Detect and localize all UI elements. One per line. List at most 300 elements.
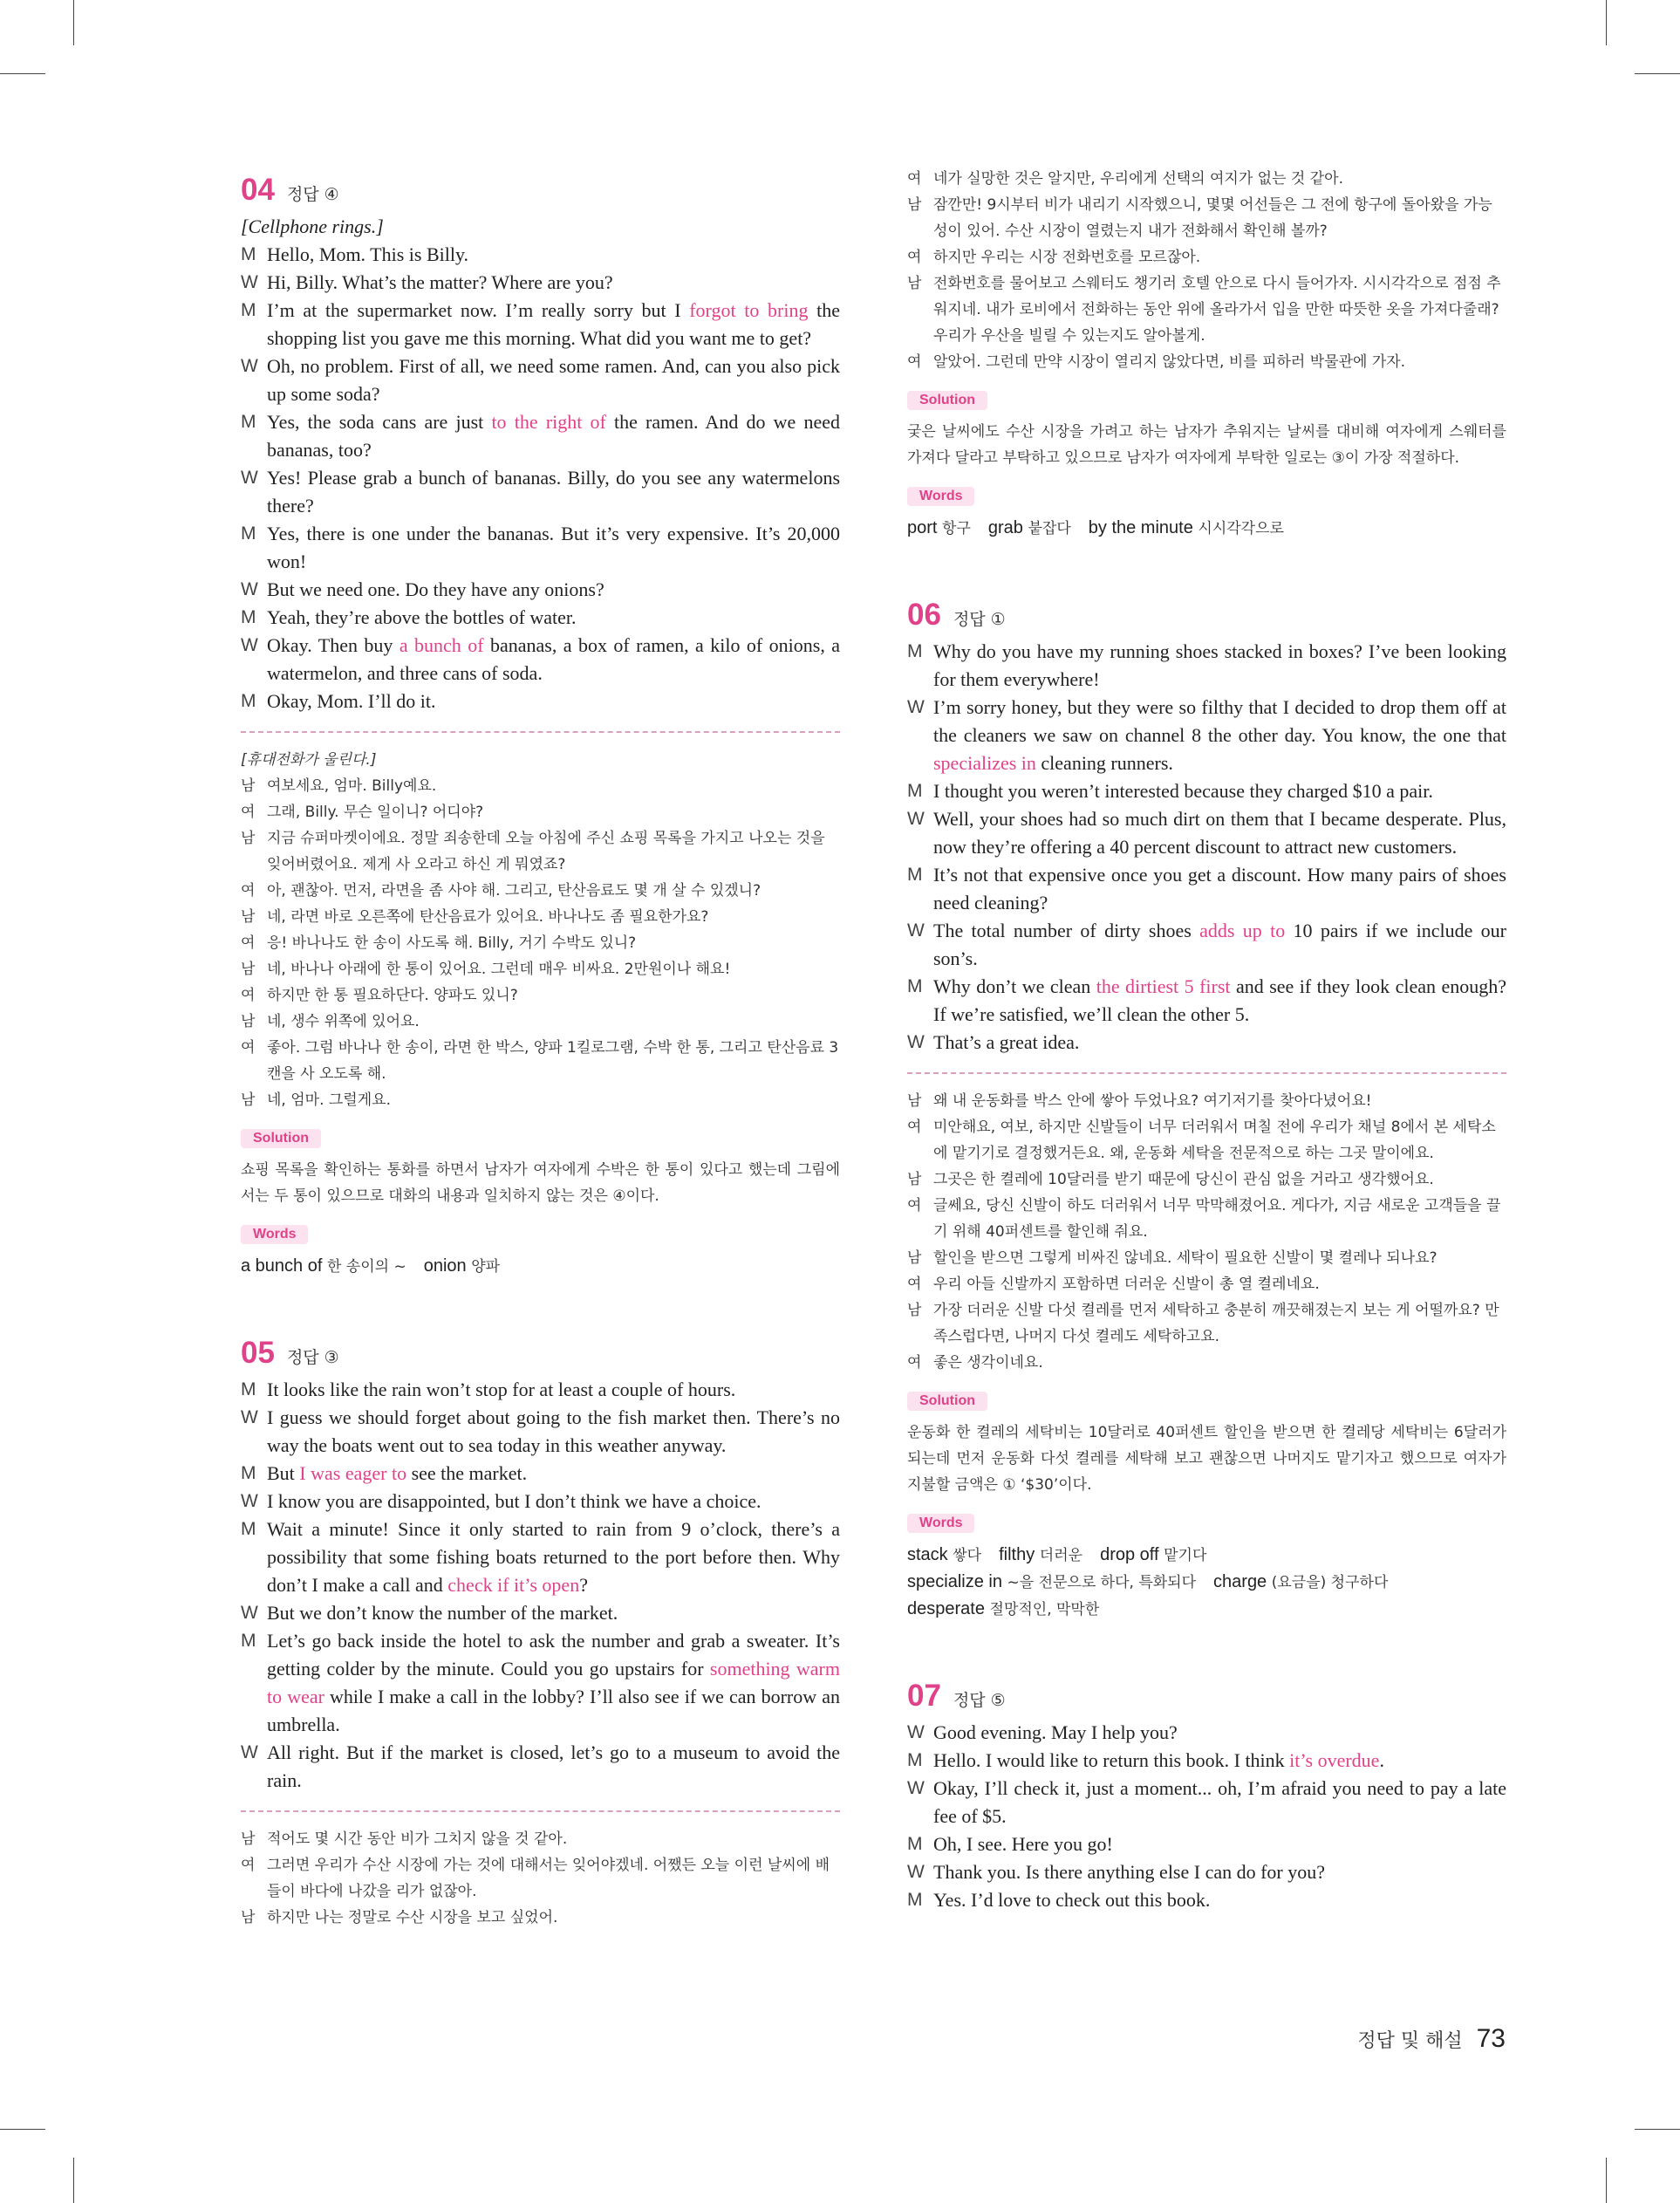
text-run: cleaning runners. xyxy=(1035,752,1173,774)
speaker-label: W xyxy=(907,1778,925,1798)
speaker-label: W xyxy=(241,1603,258,1623)
line-text: 네, 엄마. 그럴게요. xyxy=(267,1091,391,1109)
speaker-label: W xyxy=(241,1491,258,1511)
korean-translation-continued xyxy=(907,166,1506,375)
vocab-row xyxy=(907,515,1506,542)
speaker-label: W xyxy=(907,1862,925,1882)
line-text: 할인을 받으면 그렇게 비싸진 않네요. 세탁이 필요한 신발이 몇 켤레나 되나요? xyxy=(933,1249,1438,1267)
dialogue-line xyxy=(907,1747,1506,1775)
text-run: Yes, there is one under the bananas. But it’s very expensive. It’s 20,000 won! xyxy=(267,523,840,572)
text-run: the shopping list you gave me this morning. What did you want me to get? xyxy=(267,299,840,349)
speaker-label: 남 xyxy=(241,1013,256,1030)
right-column xyxy=(907,166,1506,1914)
translation-line xyxy=(907,1114,1506,1166)
question-number: 05 xyxy=(241,1336,275,1370)
text-run: Okay, Mom. I’ll do it. xyxy=(267,690,436,712)
text-run: Hello. I would like to return this book. I think xyxy=(933,1749,1290,1771)
korean-translation xyxy=(241,773,840,1113)
line-text xyxy=(267,241,840,269)
translation-line xyxy=(241,825,840,878)
translation-line xyxy=(907,1088,1506,1114)
text-run: and see if they look clean enough? If we’re satisfied, we’ll clean the other 5. xyxy=(933,975,1506,1025)
korean-translation xyxy=(241,1826,840,1931)
speaker-label: W xyxy=(907,1032,925,1052)
text-run: Okay, I’ll check it, just a moment... oh, I’m afraid you need to pay a late fee of $5. xyxy=(933,1777,1506,1827)
line-text xyxy=(933,805,1506,861)
vocab-meaning: 시시각각으로 xyxy=(1198,520,1284,537)
speaker-label: M xyxy=(907,976,923,996)
text-run: But xyxy=(267,1462,300,1484)
text-run: 10 pairs if we include our son’s. xyxy=(933,920,1506,969)
speaker-label: 여 xyxy=(907,249,922,266)
vocab-word: specialize in xyxy=(907,1572,1007,1591)
speaker-label: W xyxy=(907,697,925,717)
answer-label: 정답 ④ xyxy=(286,185,339,204)
footer-label: 정답 및 해설 xyxy=(1357,2030,1463,2052)
dialogue-line xyxy=(241,269,840,297)
line-text xyxy=(267,1488,840,1515)
dashed-divider xyxy=(241,731,840,733)
text-run: That’s a great idea. xyxy=(933,1031,1080,1053)
translation-line xyxy=(907,349,1506,375)
solution-badge: Solution xyxy=(241,1129,321,1148)
words-badge: Words xyxy=(907,1514,974,1533)
dialogue-line xyxy=(907,1858,1506,1886)
dialogue-line xyxy=(241,464,840,520)
dialogue-line xyxy=(241,1488,840,1515)
dialogue-line xyxy=(241,408,840,464)
answer-label: 정답 ① xyxy=(953,610,1006,629)
crop-mark xyxy=(0,2129,45,2130)
line-text xyxy=(267,408,840,464)
question-number: 07 xyxy=(907,1679,941,1713)
vocab-meaning: 쌓다 xyxy=(953,1547,982,1564)
vocab-meaning: 절망적인, 막막한 xyxy=(989,1601,1100,1618)
speaker-label: 여 xyxy=(241,934,256,952)
question-07-header xyxy=(907,1679,1506,1714)
text-run: Good evening. May I help you? xyxy=(933,1721,1178,1743)
line-text xyxy=(933,1029,1506,1057)
question-number: 04 xyxy=(241,173,275,207)
text-run: the ramen. And do we need bananas, too? xyxy=(267,411,841,461)
highlighted-phrase: adds up to xyxy=(1199,920,1286,941)
korean-translation xyxy=(907,1088,1506,1376)
text-run: But we need one. Do they have any onions? xyxy=(267,578,604,600)
speaker-label: W xyxy=(241,1407,258,1427)
crop-mark xyxy=(1606,0,1607,45)
line-text: 하지만 우리는 시장 전화번호를 모르잖아. xyxy=(933,249,1201,266)
vocab-row xyxy=(907,1569,1506,1596)
text-run: Okay. Then buy xyxy=(267,634,400,656)
line-text xyxy=(933,1747,1506,1775)
line-text xyxy=(267,1599,840,1627)
vocab-row xyxy=(907,1542,1506,1569)
line-text xyxy=(933,1886,1506,1914)
line-text xyxy=(933,861,1506,917)
text-run: But we don’t know the number of the market. xyxy=(267,1602,618,1624)
speaker-label: 여 xyxy=(241,1857,256,1874)
dialogue-line xyxy=(907,1886,1506,1914)
speaker-label: 남 xyxy=(241,1091,256,1109)
translation-line xyxy=(241,1826,840,1852)
speaker-label: M xyxy=(241,412,256,432)
dialogue-line xyxy=(241,1599,840,1627)
speaker-label: M xyxy=(907,781,923,801)
line-text: 잠깐만! 9시부터 비가 내리기 시작했으니, 몇몇 어선들은 그 전에 항구에 돌아왔을 가능성이 있어. 수산 시장이 열렸는지 내가 전화해서 확인해 볼까? xyxy=(933,196,1492,240)
line-text xyxy=(267,1739,840,1795)
speaker-label: M xyxy=(241,300,256,320)
text-run: Yes. I’d love to check out this book. xyxy=(933,1889,1211,1911)
dashed-divider xyxy=(907,1072,1506,1074)
question-05-header xyxy=(241,1336,840,1371)
dialogue-line xyxy=(241,520,840,576)
dialogue-line xyxy=(241,1739,840,1795)
vocab-word: onion xyxy=(406,1256,472,1276)
speaker-label: M xyxy=(907,1834,923,1854)
words-badge: Words xyxy=(241,1225,308,1244)
speaker-label: W xyxy=(907,809,925,829)
vocab-meaning: 맡기다 xyxy=(1164,1547,1207,1564)
speaker-label: 남 xyxy=(241,830,256,847)
line-text xyxy=(267,688,840,715)
english-dialogue xyxy=(907,1719,1506,1914)
dialogue-line xyxy=(241,1404,840,1460)
text-run: Let’s go back inside the hotel to ask the number and grab a sweater. It’s getting colder by the minute. Could you go upstairs for xyxy=(267,1630,840,1680)
line-text xyxy=(267,297,840,352)
line-text xyxy=(267,1627,840,1739)
speaker-label: W xyxy=(907,920,925,941)
line-text: 아, 괜찮아. 먼저, 라면을 좀 사야 해. 그리고, 탄산음료도 몇 개 살 수 있겠니? xyxy=(267,882,761,900)
translation-line xyxy=(241,1035,840,1087)
translation-line xyxy=(907,270,1506,349)
english-dialogue xyxy=(907,638,1506,1057)
line-text xyxy=(267,352,840,408)
line-text xyxy=(933,917,1506,973)
vocab-meaning: 양파 xyxy=(471,1258,501,1276)
dialogue-line xyxy=(907,973,1506,1029)
crop-mark xyxy=(1635,73,1680,74)
speaker-label: M xyxy=(241,607,256,627)
text-run: I thought you weren’t interested because they charged $10 a pair. xyxy=(933,780,1433,802)
vocab-word: filthy xyxy=(981,1545,1040,1564)
line-text xyxy=(267,1515,840,1599)
line-text: 여보세요, 엄마. Billy예요. xyxy=(267,777,437,795)
line-text: 좋은 생각이네요. xyxy=(933,1354,1043,1372)
line-text xyxy=(267,632,840,688)
translation-line xyxy=(907,1350,1506,1376)
speaker-label: 남 xyxy=(241,1830,256,1848)
dialogue-line xyxy=(907,1830,1506,1858)
line-text: 그곳은 한 켤레에 10달러를 받기 때문에 당신이 관심 없을 거라고 생각했어요. xyxy=(933,1171,1434,1188)
text-run: Thank you. Is there anything else I can do for you? xyxy=(933,1861,1326,1883)
line-text: 좋아. 그럼 바나나 한 송이, 라면 한 박스, 양파 1킬로그램, 수박 한 통, 그리고 탄산음료 3캔을 사 오도록 해. xyxy=(267,1039,839,1083)
translation-line xyxy=(907,1245,1506,1271)
line-text: 지금 슈퍼마켓이에요. 정말 죄송한데 오늘 아침에 주신 쇼핑 목록을 가지고 나오는 것을 잊어버렸어요. 제게 사 오라고 하신 게 뭐였죠? xyxy=(267,830,825,873)
vocabulary-list xyxy=(241,1253,840,1280)
text-run: Hello, Mom. This is Billy. xyxy=(267,243,469,265)
speaker-label: W xyxy=(241,579,258,599)
dialogue-line xyxy=(907,861,1506,917)
speaker-label: W xyxy=(907,1722,925,1742)
vocab-meaning: 한 송이의 ~ xyxy=(326,1258,406,1276)
text-run: I’m at the supermarket now. I’m really sorry but I xyxy=(267,299,690,321)
line-text: 하지만 한 통 필요하단다. 양파도 있니? xyxy=(267,987,518,1004)
line-text xyxy=(933,1719,1506,1747)
text-run: Yes! Please grab a bunch of bananas. Billy, do you see any watermelons there? xyxy=(267,467,840,517)
crop-mark xyxy=(0,73,45,74)
text-run: while I make a call in the lobby? I’ll also see if we can borrow an umbrella. xyxy=(267,1686,840,1735)
solution-badge: Solution xyxy=(907,1392,987,1411)
crop-mark xyxy=(73,0,74,45)
line-text xyxy=(267,269,840,297)
line-text xyxy=(933,638,1506,694)
text-run: see the market. xyxy=(406,1462,528,1484)
page-number: 73 xyxy=(1476,2024,1506,2053)
question-04-header xyxy=(241,173,840,208)
translation-line xyxy=(241,1087,840,1113)
speaker-label: 여 xyxy=(907,170,922,188)
line-text xyxy=(267,1404,840,1460)
speaker-label: W xyxy=(241,468,258,488)
line-text xyxy=(933,1775,1506,1830)
line-text: 미안해요, 여보, 하지만 신발들이 너무 더러워서 며칠 전에 우리가 채널 8에서 본 세탁소에 맡기기로 결정했거든요. 왜, 운동화 세탁을 전문적으로 하는 그곳 말이에요. xyxy=(933,1119,1496,1162)
speaker-label: 남 xyxy=(907,275,922,292)
speaker-label: 여 xyxy=(241,804,256,821)
dialogue-line xyxy=(241,1515,840,1599)
vocab-word: desperate xyxy=(907,1599,990,1618)
answer-label: 정답 ③ xyxy=(286,1348,339,1367)
speaker-label: 여 xyxy=(907,1354,922,1372)
vocab-meaning: 더러운 xyxy=(1039,1547,1083,1564)
line-text: 네가 실망한 것은 알지만, 우리에게 선택의 여지가 없는 것 같아. xyxy=(933,170,1343,188)
translation-line xyxy=(907,1166,1506,1193)
speaker-label: M xyxy=(907,1890,923,1910)
line-text xyxy=(267,464,840,520)
highlighted-phrase: specializes in xyxy=(933,752,1036,774)
text-run: Well, your shoes had so much dirt on them that I became desperate. Plus, now they’re offering a 40 percent discount to attract new customers. xyxy=(933,808,1506,858)
speaker-label: 여 xyxy=(241,1039,256,1057)
text-run: Oh, I see. Here you go! xyxy=(933,1833,1113,1855)
answer-label: 정답 ⑤ xyxy=(953,1691,1006,1710)
highlighted-phrase: the dirtiest 5 first xyxy=(1096,975,1231,997)
line-text xyxy=(933,1858,1506,1886)
vocab-meaning: 항구 xyxy=(942,520,971,537)
text-run: I’m sorry honey, but they were so filthy that I decided to drop them off at the cleaners we saw on channel 8 the other day. You know, the one that xyxy=(933,696,1506,746)
speaker-label: M xyxy=(907,865,923,885)
korean-stage-direction: [휴대전화가 울린다.] xyxy=(241,751,377,769)
speaker-label: 남 xyxy=(241,908,256,926)
text-run: ? xyxy=(579,1574,588,1596)
speaker-label: W xyxy=(241,1742,258,1762)
speaker-label: 여 xyxy=(241,882,256,900)
speaker-label: 남 xyxy=(241,961,256,978)
translation-line xyxy=(241,1905,840,1931)
line-text xyxy=(267,520,840,576)
dialogue-line xyxy=(241,1376,840,1404)
translation-line xyxy=(907,1193,1506,1245)
speaker-label: W xyxy=(241,356,258,376)
speaker-label: M xyxy=(241,1463,256,1483)
dialogue-line xyxy=(907,638,1506,694)
line-text xyxy=(267,576,840,604)
translation-line xyxy=(907,166,1506,192)
translation-line xyxy=(907,244,1506,270)
dialogue-line xyxy=(907,805,1506,861)
vocab-word: a bunch of xyxy=(241,1256,327,1276)
text-run: Hi, Billy. What’s the matter? Where are you? xyxy=(267,271,613,293)
speaker-label: 여 xyxy=(907,1276,922,1293)
text-run: Yeah, they’re above the bottles of water. xyxy=(267,606,577,628)
speaker-label: 남 xyxy=(907,1171,922,1188)
highlighted-phrase: forgot to bring xyxy=(689,299,809,321)
line-text: 네, 라면 바로 오른쪽에 탄산음료가 있어요. 바나나도 좀 필요한가요? xyxy=(267,908,709,926)
speaker-label: 여 xyxy=(907,1119,922,1136)
speaker-label: 남 xyxy=(241,777,256,795)
line-text: 네, 생수 위쪽에 있어요. xyxy=(267,1013,420,1030)
dialogue-line xyxy=(241,297,840,352)
line-text: 왜 내 운동화를 박스 안에 쌓아 두었나요? 여기저기를 찾아다녔어요! xyxy=(933,1092,1372,1110)
highlighted-phrase: I was eager to xyxy=(299,1462,407,1484)
question-06-header xyxy=(907,598,1506,633)
crop-mark xyxy=(73,2158,74,2203)
translation-line xyxy=(241,982,840,1009)
highlighted-phrase: it’s overdue xyxy=(1289,1749,1380,1771)
speaker-label: M xyxy=(241,1379,256,1399)
text-run: Why don’t we clean xyxy=(933,975,1096,997)
line-text: 글쎄요, 당신 신발이 하도 더러워서 너무 막막해졌어요. 게다가, 지금 새로운 고객들을 끌기 위해 40퍼센트를 할인해 줘요. xyxy=(933,1197,1501,1241)
line-text: 응! 바나나도 한 송이 사도록 해. Billy, 거기 수박도 있니? xyxy=(267,934,637,952)
line-text: 알았어. 그런데 만약 시장이 열리지 않았다면, 비를 피하러 박물관에 가자. xyxy=(933,353,1406,371)
text-run: It looks like the rain won’t stop for at least a couple of hours. xyxy=(267,1379,736,1400)
line-text xyxy=(933,777,1506,805)
text-run: Yes, the soda cans are just xyxy=(267,411,492,433)
line-text: 우리 아들 신발까지 포함하면 더러운 신발이 총 열 켤레네요. xyxy=(933,1276,1320,1293)
line-text xyxy=(267,1460,840,1488)
dialogue-line xyxy=(907,1719,1506,1747)
crop-mark xyxy=(1635,2129,1680,2130)
speaker-label: M xyxy=(241,691,256,711)
line-text xyxy=(933,973,1506,1029)
line-text: 네, 바나나 아래에 한 통이 있어요. 그런데 매우 비싸요. 2만원이나 해요! xyxy=(267,961,731,978)
speaker-label: M xyxy=(907,641,923,661)
speaker-label: 남 xyxy=(907,1249,922,1267)
left-column xyxy=(241,166,840,1931)
dialogue-line xyxy=(241,241,840,269)
dialogue-line xyxy=(907,1029,1506,1057)
line-text: 그래, Billy. 무슨 일이니? 어디야? xyxy=(267,804,484,821)
speaker-label: 여 xyxy=(241,987,256,1004)
vocab-word: by the minute xyxy=(1070,518,1199,537)
page-footer xyxy=(1357,2024,1506,2054)
text-run: Why do you have my running shoes stacked in boxes? I’ve been looking for them everywhere! xyxy=(933,640,1506,690)
dialogue-line xyxy=(241,576,840,604)
text-run: . xyxy=(1379,1749,1384,1771)
dialogue-line xyxy=(241,352,840,408)
dialogue-line xyxy=(907,777,1506,805)
text-run: It’s not that expensive once you get a discount. How many pairs of shoes need cleaning? xyxy=(933,864,1506,913)
solution-text: 운동화 한 켤레의 세탁비는 10달러로 40퍼센트 할인을 받으면 한 켤레당 세탁비는 6달러가 되는데 먼저 운동화 다섯 켤레를 세탁해 보고 괜찮으면 나머지도 맡기자고 했으므로 여자가 지불할 금액은 ① ‘$30’이다. xyxy=(907,1424,1506,1494)
vocabulary-list xyxy=(907,515,1506,542)
speaker-label: M xyxy=(907,1750,923,1770)
text-run: Wait a minute! Since it only started to rain from 9 o’clock, there’s a possibility that some fishing boats returned to the port before then. Why don’t I make a call and xyxy=(267,1518,840,1596)
dialogue-line xyxy=(241,632,840,688)
line-text: 전화번호를 물어보고 스웨터도 챙기러 호텔 안으로 다시 들어가자. 시시각각으로 점점 추워지네. 내가 로비에서 전화하는 동안 위에 올라가서 입을 만한 따뜻한 옷을 가져다줄래? 우리가 우산을 빌릴 수 있는지도 알아볼게. xyxy=(933,275,1501,345)
speaker-label: M xyxy=(241,244,256,264)
dialogue-line xyxy=(907,1775,1506,1830)
vocab-word: grab xyxy=(970,518,1028,537)
highlighted-phrase: something warm to wear xyxy=(267,1658,840,1707)
line-text: 그러면 우리가 수산 시장에 가는 것에 대해서는 잊어야겠네. 어쨌든 오늘 이런 날씨에 배들이 바다에 나갔을 리가 없잖아. xyxy=(267,1857,830,1900)
translation-line xyxy=(241,956,840,982)
translation-line xyxy=(241,1852,840,1905)
solution-text: 쇼핑 목록을 확인하는 통화를 하면서 남자가 여자에게 수박은 한 통이 있다고 했는데 그림에서는 두 통이 있으므로 대화의 내용과 일치하지 않는 것은 ④이다. xyxy=(241,1161,840,1205)
vocab-row xyxy=(241,1253,840,1280)
speaker-label: 여 xyxy=(907,353,922,371)
vocab-meaning: 붙잡다 xyxy=(1028,520,1071,537)
vocabulary-list xyxy=(907,1542,1506,1623)
speaker-label: 남 xyxy=(907,196,922,214)
solution-text: 궂은 날씨에도 수산 시장을 가려고 하는 남자가 추워지는 날씨를 대비해 여자에게 스웨터를 가져다 달라고 부탁하고 있으므로 남자가 여자에게 부탁한 일로는 ③이 가장 적절하다. xyxy=(907,423,1506,467)
line-text xyxy=(933,694,1506,777)
dashed-divider xyxy=(241,1810,840,1812)
speaker-label: 남 xyxy=(241,1909,256,1926)
text-run: Oh, no problem. First of all, we need some ramen. And, can you also pick up some soda? xyxy=(267,355,840,405)
translation-line xyxy=(241,799,840,825)
speaker-label: W xyxy=(241,635,258,655)
question-number: 06 xyxy=(907,598,941,632)
line-text xyxy=(933,1830,1506,1858)
line-text: 하지만 나는 정말로 수산 시장을 보고 싶었어. xyxy=(267,1909,558,1926)
speaker-label: 여 xyxy=(907,1197,922,1214)
highlighted-phrase: to the right of xyxy=(491,411,606,433)
dialogue-line xyxy=(241,1460,840,1488)
line-text: 적어도 몇 시간 동안 비가 그치지 않을 것 같아. xyxy=(267,1830,568,1848)
translation-line xyxy=(241,773,840,799)
vocab-word: port xyxy=(907,518,943,537)
vocab-meaning: (요금을) 청구하다 xyxy=(1271,1574,1389,1591)
speaker-label: M xyxy=(241,1631,256,1651)
vocab-meaning: ~을 전문으로 하다, 특화되다 xyxy=(1007,1574,1197,1591)
line-text xyxy=(267,1376,840,1404)
speaker-label: W xyxy=(241,272,258,292)
stage-direction: [Cellphone rings.] xyxy=(241,216,384,237)
speaker-label: M xyxy=(241,523,256,544)
crop-mark xyxy=(1606,2158,1607,2203)
english-dialogue xyxy=(241,241,840,715)
text-run: I guess we should forget about going to the fish market then. There’s no way the boats went out to sea today in this weather anyway. xyxy=(267,1406,840,1456)
line-text xyxy=(267,604,840,632)
dialogue-line xyxy=(241,688,840,715)
translation-line xyxy=(241,1009,840,1035)
dialogue-line xyxy=(907,694,1506,777)
translation-line xyxy=(907,192,1506,244)
solution-badge: Solution xyxy=(907,391,987,410)
dialogue-line xyxy=(241,604,840,632)
text-run: The total number of dirty shoes xyxy=(933,920,1200,941)
text-run: All right. But if the market is closed, let’s go to a museum to avoid the rain. xyxy=(267,1741,840,1791)
translation-line xyxy=(241,878,840,904)
translation-line xyxy=(907,1271,1506,1297)
english-dialogue xyxy=(241,1376,840,1795)
line-text: 가장 더러운 신발 다섯 켤레를 먼저 세탁하고 충분히 깨끗해졌는지 보는 게 어떨까요? 만족스럽다면, 나머지 다섯 켤레도 세탁하고요. xyxy=(933,1302,1499,1345)
dialogue-line xyxy=(907,917,1506,973)
vocab-word: stack xyxy=(907,1545,953,1564)
translation-line xyxy=(907,1297,1506,1350)
vocab-word: charge xyxy=(1196,1572,1272,1591)
text-run: bananas, a box of ramen, a kilo of onions, a watermelon, and three cans of soda. xyxy=(267,634,841,684)
words-badge: Words xyxy=(907,487,974,506)
vocab-row xyxy=(907,1596,1506,1623)
